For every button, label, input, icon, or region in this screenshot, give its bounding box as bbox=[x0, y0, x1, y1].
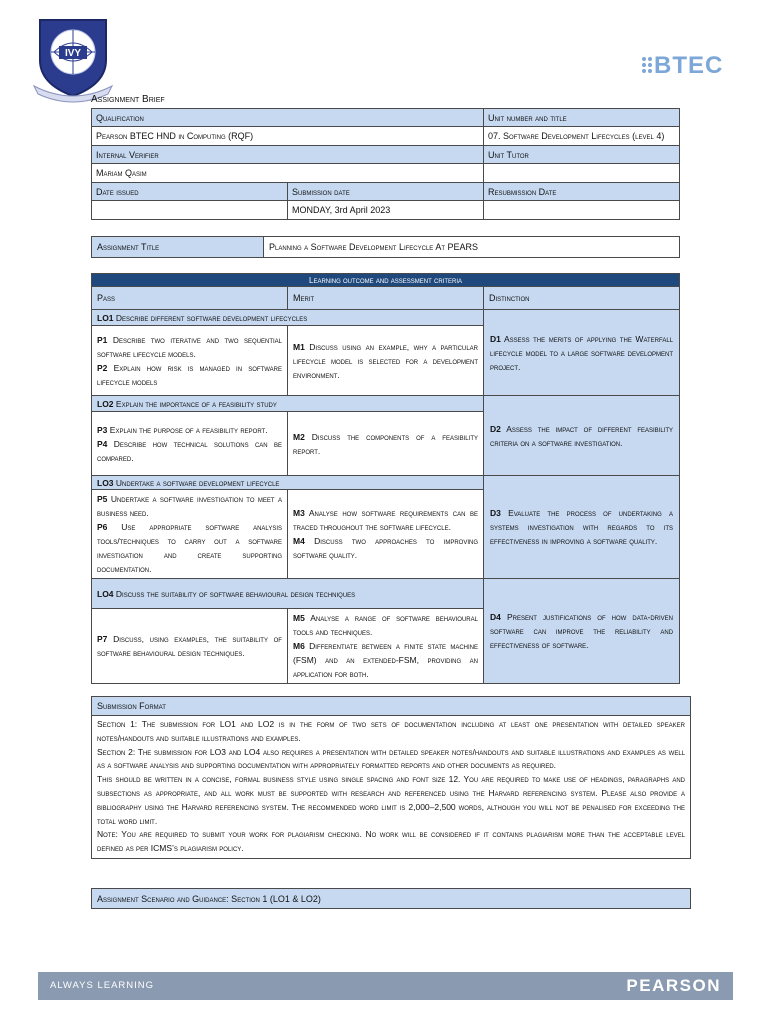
m5-code: M5 bbox=[293, 613, 305, 623]
criteria-table bbox=[91, 273, 680, 684]
assignment-title-label: Assignment Title bbox=[92, 237, 264, 258]
d4-cell bbox=[484, 579, 680, 684]
footer-right: PEARSON bbox=[626, 976, 721, 995]
lo2-title: Explain the importance of a feasibility study bbox=[115, 398, 277, 409]
submission-date-label: Submission date bbox=[288, 183, 484, 201]
col-distinction: Distinction bbox=[484, 287, 680, 310]
m3-text: Analyse how software requirements can be traced throughout the software lifecycle. bbox=[293, 508, 478, 532]
p2-code: P2 bbox=[97, 362, 108, 373]
col-merit: Merit bbox=[288, 287, 484, 310]
lo4-row bbox=[92, 579, 484, 609]
submission-para-2: Section 2: The submission for LO3 and LO4 also requires a presentation with detailed speaker notes/handouts and suitable illustrations and examples as well as a software analysis and supporting documentation with appropriately formatted reports and other documents as required. bbox=[97, 746, 685, 771]
lo2-code: LO2 bbox=[97, 398, 114, 409]
p1-text: Describe two iterative and two sequential software lifecycle models. bbox=[97, 334, 282, 359]
brief-title: Assignment Brief bbox=[91, 94, 165, 105]
lo1-title: Describe different software development lifecycles bbox=[115, 312, 308, 323]
lo1-row bbox=[92, 310, 484, 326]
submission-format-body bbox=[92, 716, 691, 859]
p5-text: Undertake a software investigation to meet a business need. bbox=[97, 494, 282, 518]
p5-code: P5 bbox=[97, 494, 108, 504]
d1-cell bbox=[484, 310, 680, 396]
m3-code: M3 bbox=[293, 508, 305, 518]
d3-text: Evaluate the process of undertaking a systems investigation with regards to its effectiveness in improving a software quality. bbox=[490, 508, 674, 546]
m5-m6-cell bbox=[288, 609, 484, 684]
submission-format-heading: Submission Format bbox=[92, 697, 691, 716]
date-issued-label: Date issued bbox=[92, 183, 288, 201]
lo2-row bbox=[92, 396, 484, 412]
scenario-table bbox=[91, 888, 691, 909]
p5-p6-cell bbox=[92, 490, 288, 579]
m1-cell bbox=[288, 326, 484, 396]
footer-bar bbox=[38, 972, 733, 1000]
m4-code: M4 bbox=[293, 536, 305, 546]
d2-text: Assess the impact of different feasibility criteria on a software investigation. bbox=[490, 423, 674, 448]
tutor-value bbox=[484, 164, 680, 183]
submission-para-4: Note: You are required to submit your work for plagiarism checking. No work will be considered if it contains plagiarism more than the acceptable level defined as per ICMS’s plagiarism policy. bbox=[97, 829, 685, 854]
ivy-logo bbox=[32, 14, 114, 104]
unit-value: 07. Software Development Lifecycles (level 4) bbox=[484, 127, 680, 146]
submission-para-1: Section 1: The submission for LO1 and LO2 is in the form of two sets of documentation including at least one presentation with detailed speaker notes/handouts and suitable illustrations and examples. bbox=[97, 719, 685, 743]
p3-p4-cell bbox=[92, 412, 288, 476]
p6-code: P6 bbox=[97, 522, 108, 532]
p7-cell bbox=[92, 609, 288, 684]
lo3-row bbox=[92, 476, 484, 490]
d3-code: D3 bbox=[490, 508, 501, 518]
p3-text: Explain the purpose of a feasibility report. bbox=[109, 424, 268, 435]
d3-cell bbox=[484, 476, 680, 579]
date-issued-value bbox=[92, 201, 288, 220]
btec-dots-icon bbox=[640, 55, 654, 77]
lo3-title: Undertake a software development lifecycle bbox=[115, 477, 280, 488]
m1-code: M1 bbox=[293, 341, 305, 352]
m2-code: M2 bbox=[293, 431, 305, 442]
verifier-label: Internal Verifier bbox=[92, 146, 484, 164]
d4-text: Present justifications of how data-driven software can improve the reliability and effectiveness of software. bbox=[490, 612, 674, 650]
info-table bbox=[91, 108, 680, 220]
d2-code: D2 bbox=[490, 423, 501, 434]
d2-cell bbox=[484, 396, 680, 476]
criteria-heading: Learning outcome and assessment criteria bbox=[92, 274, 680, 287]
p7-code: P7 bbox=[97, 634, 108, 644]
unit-label: Unit number and title bbox=[484, 109, 680, 127]
p1-code: P1 bbox=[97, 334, 108, 345]
resubmission-value bbox=[484, 201, 680, 220]
m6-code: M6 bbox=[293, 641, 305, 651]
p6-text: Use appropriate software analysis tools/techniques to carry out a software investigation and create supporting documentation. bbox=[97, 522, 282, 574]
p3-code: P3 bbox=[97, 424, 108, 435]
d1-text: Assess the merits of applying the Waterfall lifecycle model to a large software development project. bbox=[490, 333, 674, 372]
lo3-code: LO3 bbox=[97, 477, 114, 488]
logo-text: IVY bbox=[64, 48, 82, 59]
col-pass: Pass bbox=[92, 287, 288, 310]
m6-text: Differentiate between a finite state machine (FSM) and an extended-FSM, providing an application for both. bbox=[293, 641, 478, 679]
btec-logo bbox=[640, 52, 723, 80]
m5-text: Analyse a range of software behavioural tools and techniques. bbox=[293, 613, 478, 637]
submission-format-table bbox=[91, 696, 691, 859]
assignment-title-table bbox=[91, 236, 680, 258]
qualification-label: Qualification bbox=[92, 109, 484, 127]
verifier-value: Mariam Qasim bbox=[92, 164, 484, 183]
qualification-value: Pearson BTEC HND in Computing (RQF) bbox=[92, 127, 484, 146]
m1-text: Discuss using an example, why a particular lifecycle model is selected for a development environment. bbox=[293, 341, 478, 380]
tutor-label: Unit Tutor bbox=[484, 146, 680, 164]
submission-para-3: This should be written in a concise, formal business style using single spacing and font size 12. You are required to make use of headings, paragraphs and subsections as appropriate, and all work must be supported with research and referenced using the Harvard referencing system. Please also provide a bibliography using the Harvard referencing system. The recommended word limit is 2,000–2,500 words, although you will not be penalised for exceeding the total word limit. bbox=[97, 774, 685, 826]
lo4-code: LO4 bbox=[97, 588, 114, 599]
m3-m4-cell bbox=[288, 490, 484, 579]
lo1-code: LO1 bbox=[97, 312, 114, 323]
p7-text: Discuss, using examples, the suitability of software behavioural design techniques. bbox=[97, 634, 282, 658]
p1-p2-cell bbox=[92, 326, 288, 396]
submission-date-value: MONDAY, 3rd April 2023 bbox=[288, 201, 484, 220]
m2-cell bbox=[288, 412, 484, 476]
assignment-title-value: Planning a Software Development Lifecycle At PEARS bbox=[264, 237, 680, 258]
resubmission-label: Resubmission Date bbox=[484, 183, 680, 201]
d4-code: D4 bbox=[490, 612, 501, 622]
btec-text: BTEC bbox=[654, 52, 724, 79]
m4-text: Discuss two approaches to improving software quality. bbox=[293, 536, 478, 560]
footer-left: ALWAYS LEARNING bbox=[50, 980, 155, 991]
m2-text: Discuss the components of a feasibility report. bbox=[293, 431, 478, 456]
p4-code: P4 bbox=[97, 438, 108, 449]
d1-code: D1 bbox=[490, 333, 501, 344]
p2-text: Explain how risk is managed in software lifecycle models bbox=[97, 362, 282, 387]
scenario-heading: Assignment Scenario and Guidance: Section 1 (LO1 & LO2) bbox=[92, 889, 691, 909]
lo4-title: Discuss the suitability of software behavioural design techniques bbox=[115, 588, 356, 599]
p4-text: Describe how technical solutions can be compared. bbox=[97, 438, 282, 463]
